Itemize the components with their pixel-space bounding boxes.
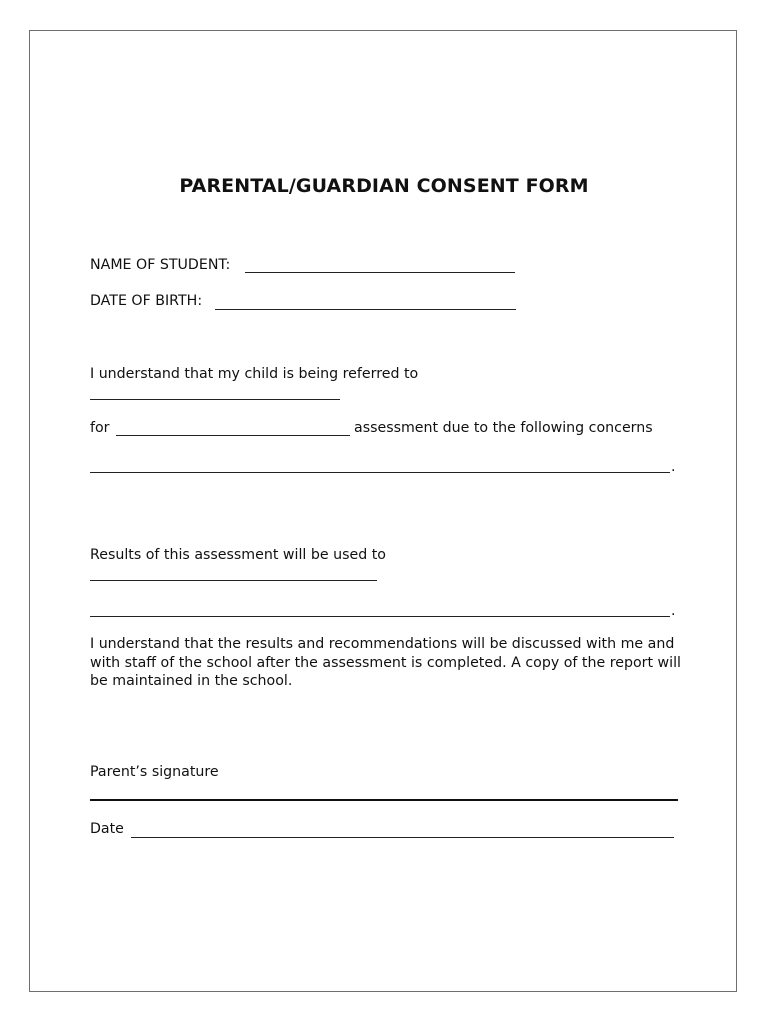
results-text: Results of this assessment will be used to (90, 547, 386, 563)
results-period: . (671, 603, 676, 619)
date-label: Date (90, 821, 124, 837)
date-of-birth-field[interactable] (215, 309, 516, 310)
parent-signature-label: Parent’s signature (90, 764, 219, 780)
referral-text: I understand that my child is being referred to (90, 366, 419, 382)
results-use-field-2[interactable] (90, 616, 670, 617)
form-title: PARENTAL/GUARDIAN CONSENT FORM (179, 175, 589, 197)
date-field[interactable] (131, 837, 674, 838)
assessment-concerns-text: assessment due to the following concerns (354, 420, 653, 436)
concerns-field[interactable] (90, 472, 670, 473)
name-of-student-label: NAME OF STUDENT: (90, 257, 231, 273)
assessment-type-field[interactable] (116, 435, 350, 436)
concerns-period: . (671, 459, 676, 475)
discussion-paragraph: I understand that the results and recommendations will be discussed with me and with staff of the school after the assessment is completed. A copy of the report will be maintained in the school. (90, 636, 681, 689)
referred-to-field[interactable] (90, 399, 340, 400)
document-page (29, 30, 737, 992)
date-of-birth-label: DATE OF BIRTH: (90, 293, 203, 309)
results-use-field[interactable] (90, 580, 377, 581)
name-of-student-field[interactable] (245, 272, 515, 273)
for-label: for (90, 420, 110, 436)
parent-signature-field[interactable] (90, 799, 678, 801)
